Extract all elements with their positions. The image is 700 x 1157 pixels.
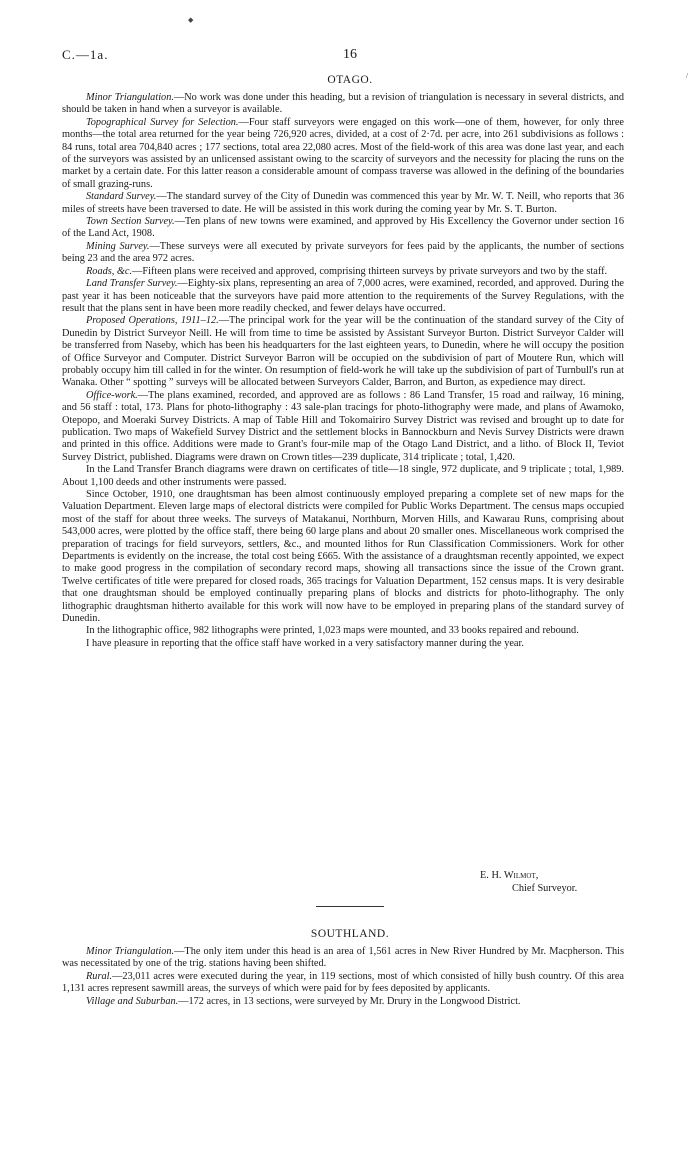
page-number: 16 [343,47,357,62]
paragraph: Land Transfer Survey.—Eighty-six plans, representing an area of 7,000 acres, were examined, recorded, and approved. During the past year it has been noticeable that the surveyors have paid more attention to the requirements of the Survey Regulations, with the result that the plans sent in have been more readily checked, and fewer delays have occurred. [62,278,625,314]
paragraph: Since October, 1910, one draughtsman has been almost continuously employed preparing a complete set of new maps for the Valuation Department. Eleven large maps of electoral districts were compiled for Public Works Department. The census maps occupied most of the staff for about three weeks. The surveys of Matakanui, Northburn, Morven Hills, and Kawarau Runs, comprising about 543,000 acres, were plotted by the office staff, there being 60 large plans and about 20 smaller ones. Miscellaneous work comprised the preparation of tracings for field surveyors, settlers, &c., and mounted lithos for Run Classification Commissioners. Work for other Departments is evidently on the increase, the total cost being £665. With the assistance of a draughtsman recently appointed, we expect to make good progress in the compilation of secondary record maps, showing all transactions since the issue of the Crown grant. Twelve certificates of title were prepared for closed roads, 365 tracings for Valuation Department, 152 census maps. It is very desirable that one draughtsman should be employed continually preparing plans of blocks and districts for photo-lithography. The only lithographic draughtsman hitherto available for this work will now have to be employed in preparing plans of the standard survey of Dunedin. [62,489,624,625]
scan-mark: / [686,72,688,80]
paragraph: Rural.—23,011 acres were executed during the year, in 119 sections, most of which consisted of hilly bush country. Of this area 1,131 acres represent sawmill areas, the surveys of which were paid for by fees deposited by applicants. [62,970,624,995]
signature-name: E. H. Wilmot, [480,870,539,881]
paragraph: Topographical Survey for Selection.—Four staff surveyors were engaged on this work—one of them, however, for only three months—the total area returned for the year being 726,920 acres, divided, at a cost of 2·7d. per acre, into 261 subdivisions as follows : 84 runs, total area 704,840 acres ; 177 sections, total area 22,080 acres. Most of the field-work of this area was done last year, and each of the surveyors was assisted by an unlicensed assistant owing to the scarcity of surveyors and the necessity for placing the runs on the market by a certain date. For this latter reason a considerable amount of compass traverse was allowed in the defining of the boundaries of small grazing-runs. [62,116,624,190]
section-title-otago: OTAGO. [327,74,373,86]
paragraph: Office-work.—The plans examined, recorded, and approved are as follows : 86 Land Transfer, 15 road and railway, 16 mining, and 56 staff : total, 173. Plans for photo-lithography : 43 sale-plan tracings for photo-lithography were made, and plans of Awamoko, Otepopo, and Moeraki Survey Districts. A map of Table Hill and Tokomairiro Survey District was revised and brought up to date for publication. Two maps of Wakefield Survey District and the settlement blocks in Bannockburn and Nevis Survey Districts were drawn and printed in this office. Additions were made to Grant's four-mile map of the Otago Land District, and a litho. of Block II, Teviot Survey District, published. Diagrams were drawn on Crown titles—239 duplicate, 314 triplicate ; total, 1,420. [62,389,624,463]
paragraph: Village and Suburban.—172 acres, in 13 sections, were surveyed by Mr. Drury in the Longwood District. [86,995,521,1007]
section-divider [316,906,384,907]
paragraph: Minor Triangulation.—No work was done under this heading, but a revision of triangulation is necessary in several districts, and should be taken in hand when a surveyor is available. [62,92,624,116]
document-reference: C.—1a. [62,47,109,62]
scan-mark: ◆ [188,16,194,24]
signature-title: Chief Surveyor. [512,883,578,894]
otago-body [62,92,624,650]
paragraph: Roads, &c.—Fifteen plans were received and approved, comprising thirteen surveys by private surveyors and two by the staff. [86,265,608,277]
paragraph: Town Section Survey.—Ten plans of new towns were examined, and approved by His Excellency the Governor under section 16 of the Land Act, 1908. [62,216,624,240]
paragraph: In the lithographic office, 982 lithographs were printed, 1,023 maps were mounted, and 33 books repaired and rebound. [86,625,579,637]
paragraph: In the Land Transfer Branch diagrams were drawn on certificates of title—18 single, 972 duplicate, and 9 triplicate ; total, 1,989. About 1,100 deeds and other instruments were passed. [62,464,624,488]
paragraph: Proposed Operations, 1911–12.—The principal work for the year will be the continuation of the standard survey of the City of Dunedin by District Surveyor Neill. He will from time to time be assisted by Assistant Surveyor Burton. District Surveyor Calder will be transferred from Naseby, which has been his headquarters for the last eighteen years, to Dunedin, where he will occupy the position of Office Surveyor and Computer. District Surveyor Barron will be occupied on the subdivision of part of Moutere Run, which will probably occupy him till called in for the winter. On resumption of field-work he will take up the subdivision of part of Turnbull's run at Wanaka. Other “ spotting ” surveys will be allocated between Surveyors Calder, Barron, and Burton, as expedience may direct. [62,315,625,389]
paragraph: Mining Survey.—These surveys were all executed by private surveyors for fees paid by the applicants, the number of sections being 23 and the area 972 acres. [62,240,625,265]
southland-body [62,946,624,1008]
paragraph: Minor Triangulation.—The only item under this head is an area of 1,561 acres in New River Hundred by Mr. Macpherson. This was necessitated by one of the trig. stations having been shifted. [62,946,624,970]
section-title-southland: SOUTHLAND. [310,928,390,940]
paragraph: Standard Survey.—The standard survey of the City of Dunedin was commenced this year by Mr. W. T. Neill, who reports that 36 miles of streets have been traversed to date. He will be assisted in this work during the coming year by Mr. S. T. Burton. [62,191,624,215]
paragraph: I have pleasure in reporting that the office staff have worked in a very satisfactory manner during the year. [86,637,524,649]
